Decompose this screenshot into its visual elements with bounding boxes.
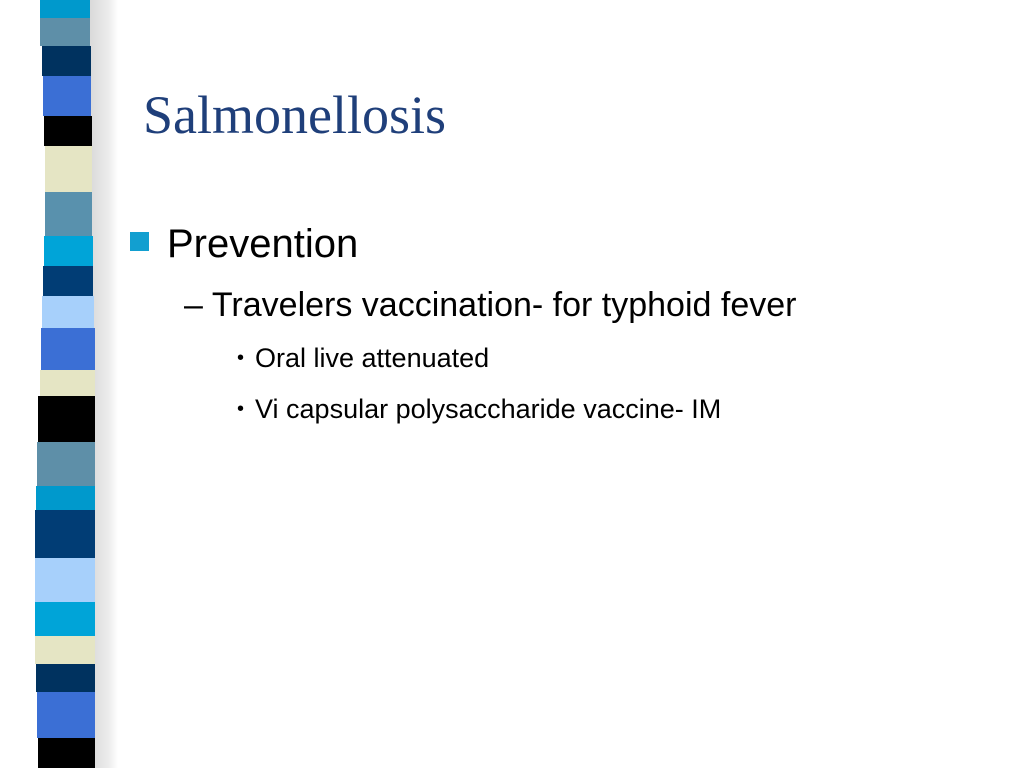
dash-bullet-icon: – <box>184 286 203 324</box>
bullet-text: Prevention <box>167 222 359 266</box>
sub-sub-bullet-oral <box>237 343 489 374</box>
dot-bullet-icon: • <box>237 398 245 420</box>
sub-bullet-text: Travelers vaccination- for typhoid fever <box>211 286 797 324</box>
stripe-block <box>35 558 95 602</box>
stripe-block <box>37 692 95 738</box>
stripe-block <box>35 636 95 664</box>
stripe-block <box>44 236 93 266</box>
stripe-block <box>37 442 95 486</box>
stripe-block <box>43 266 93 296</box>
stripe-block <box>36 664 95 692</box>
stripe-block <box>36 486 95 510</box>
stripe-block <box>35 510 95 558</box>
stripe-block <box>40 18 90 46</box>
sub-sub-bullet-vi-capsular <box>237 394 721 425</box>
stripe-block <box>42 296 94 328</box>
decorative-stripe-strip <box>0 0 118 768</box>
stripe-block <box>38 738 95 768</box>
stripe-block <box>45 146 92 192</box>
sub-sub-bullet-text: Oral live attenuated <box>255 343 490 373</box>
sub-sub-bullet-text: Vi capsular polysaccharide vaccine- IM <box>255 394 722 424</box>
stripe-block <box>38 396 95 442</box>
stripe-block <box>35 602 95 636</box>
square-bullet-icon <box>130 232 149 251</box>
stripe-block <box>45 192 92 236</box>
sub-bullet-travelers-vaccination <box>184 286 796 325</box>
dot-bullet-icon: • <box>237 347 245 369</box>
bullet-prevention <box>130 222 358 267</box>
stripe-block <box>41 328 95 370</box>
stripe-block <box>40 370 95 396</box>
slide-title: Salmonellosis <box>143 85 447 145</box>
stripe-block <box>44 116 92 146</box>
stripe-block <box>43 76 91 116</box>
stripe-block <box>40 0 90 18</box>
stripe-block <box>42 46 91 76</box>
